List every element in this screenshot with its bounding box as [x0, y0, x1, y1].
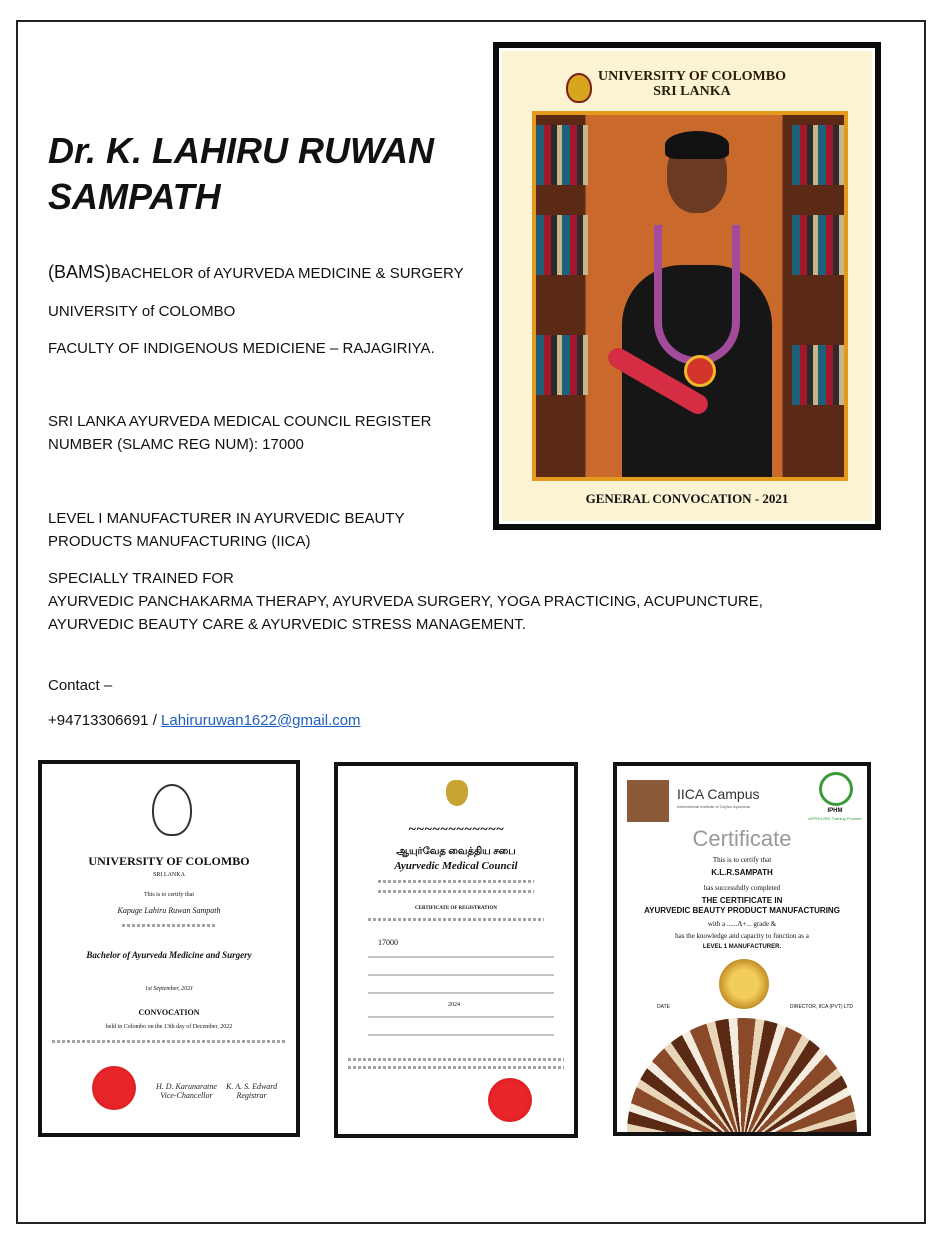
degree-certificate [38, 760, 300, 1137]
bookshelf [792, 345, 844, 405]
iica-holder: K.L.R.SAMPATH [711, 868, 773, 877]
fine-print [122, 924, 216, 927]
fine-print [52, 1040, 286, 1043]
degree-cert-degree: Bachelor of Ayurveda Medicine and Surgery [86, 950, 252, 960]
iica-certificate [613, 762, 871, 1136]
form-row [368, 992, 554, 994]
signature-2-role: Registrar [236, 1091, 267, 1100]
red-seal-icon [488, 1078, 532, 1122]
gold-medal-icon [719, 959, 769, 1009]
graduate-sash [654, 225, 740, 365]
council-heading: CERTIFICATE OF REGISTRATION [415, 906, 497, 911]
photo-header-line-2: SRI LANKA [653, 84, 731, 99]
trained-line-1: AYURVEDIC PANCHAKARMA THERAPY, AYURVEDA SURGERY, YOGA PRACTICING, ACUPUNCTURE, [48, 593, 763, 610]
iica-date-label: DATE [657, 1004, 670, 1010]
council-reg-no: 17000 [378, 938, 398, 947]
doctor-name: Dr. K. LAHIRU RUWAN SAMPATH [48, 130, 434, 217]
signature-1-name: H. D. Karunaratne [156, 1082, 217, 1091]
iphm-sub: APPROVED Training Provider [808, 816, 862, 821]
register-line-1: SRI LANKA AYURVEDA MEDICAL COUNCIL REGISTER [48, 413, 432, 430]
signature-2 [226, 1082, 277, 1100]
university-crest-icon [152, 784, 192, 836]
council-tamil: ஆயுர்வேத வைத்திய சபை [396, 846, 516, 857]
contact-label: Contact – [48, 677, 113, 694]
bookshelf [792, 125, 844, 185]
photo-header [562, 69, 822, 99]
bookshelf [792, 215, 844, 275]
phone-number: +94713306691 / [48, 712, 162, 729]
graduation-photo [493, 42, 881, 530]
level-line-1: LEVEL I MANUFACTURER IN AYURVEDIC BEAUTY [48, 510, 405, 527]
degree-cert-intro: This is to certify that [144, 892, 194, 898]
iphm-label: IPHM [827, 808, 843, 814]
degree-cert-holder: Kapuge Lahiru Ruwan Sampath [117, 906, 221, 915]
council-date: 2024 [448, 1002, 460, 1008]
photo-mat [499, 48, 875, 524]
iica-grade: with a ......A+... grade & [707, 920, 777, 928]
iica-title: Certificate [692, 826, 792, 851]
degree-cert-date: 1st September, 2021 [144, 986, 194, 992]
form-row [368, 956, 554, 958]
fine-print [348, 1066, 564, 1069]
degree-line [48, 261, 464, 285]
degree-cert-event: CONVOCATION [138, 1008, 200, 1017]
degree-cert-held: held in Colombo on the 13th day of December, 2022 [105, 1024, 233, 1030]
iica-campus: IICA Campus [677, 786, 760, 802]
iica-logo-icon [627, 780, 669, 822]
iica-capacity: has the knowledge and capacity to function as a [675, 932, 809, 940]
form-row [368, 1034, 554, 1036]
degree-cert-subtitle: SRI LANKA [153, 872, 185, 878]
iica-intro: This is to certify that [712, 856, 772, 864]
degree-abbr: (BAMS) [48, 262, 111, 282]
graduate-hair [665, 131, 729, 159]
iica-level: LEVEL 1 MANUFACTURER. [702, 944, 782, 950]
bookshelf [536, 335, 588, 395]
photo-header-line-1: UNIVERSITY OF COLOMBO [598, 69, 786, 84]
iica-director: DIRECTOR, IICA (PVT) LTD [789, 1004, 853, 1010]
bookshelf [536, 125, 588, 185]
national-emblem-icon [446, 780, 468, 806]
fine-print [368, 918, 544, 921]
trained-title: SPECIALLY TRAINED FOR [48, 570, 234, 587]
fine-print [378, 890, 534, 893]
mandala-decoration [627, 1018, 857, 1136]
signature-1-role: Vice-Chancellor [160, 1091, 213, 1100]
graduate-portrait [532, 111, 848, 481]
red-seal-icon [92, 1066, 136, 1110]
trained-line-2: AYURVEDIC BEAUTY CARE & AYURVEDIC STRESS MANAGEMENT. [48, 616, 526, 633]
level-line-2: PRODUCTS MANUFACTURING (IICA) [48, 533, 311, 550]
fine-print [348, 1058, 564, 1061]
degree-cert-title: UNIVERSITY OF COLOMBO [88, 854, 250, 868]
iica-completed: has successfully completed [703, 884, 781, 892]
council-certificate [334, 762, 578, 1138]
council-english: Ayurvedic Medical Council [394, 860, 518, 872]
contact-line [48, 709, 361, 732]
fine-print [378, 880, 534, 883]
iphm-badge-icon [819, 772, 853, 806]
degree-full: BACHELOR of AYURVEDA MEDICINE & SURGERY [111, 265, 464, 282]
form-row [368, 974, 554, 976]
signature-1 [156, 1082, 217, 1100]
iica-course-2: AYURVEDIC BEAUTY PRODUCT MANUFACTURING [644, 906, 840, 915]
email-link[interactable]: Lahiruruwan1622@gmail.com [161, 712, 361, 729]
form-row [368, 1016, 554, 1018]
iica-campus-sub: International Institute of Ceylon Ayurveda [677, 804, 750, 809]
council-decor: ~~~~~~~~~~~~ [408, 822, 504, 837]
iica-course-1: THE CERTIFICATE IN [701, 896, 783, 905]
signature-2-name: K. A. S. Edward [226, 1082, 278, 1091]
medal-icon [684, 355, 716, 387]
faculty-line: FACULTY OF INDIGENOUS MEDICIENE – RAJAGIRIYA. [48, 340, 435, 357]
register-line-2: NUMBER (SLAMC REG NUM): 17000 [48, 436, 304, 453]
university-line: UNIVERSITY of COLOMBO [48, 303, 236, 320]
photo-footer: GENERAL CONVOCATION - 2021 [585, 491, 789, 506]
bookshelf [536, 215, 588, 275]
